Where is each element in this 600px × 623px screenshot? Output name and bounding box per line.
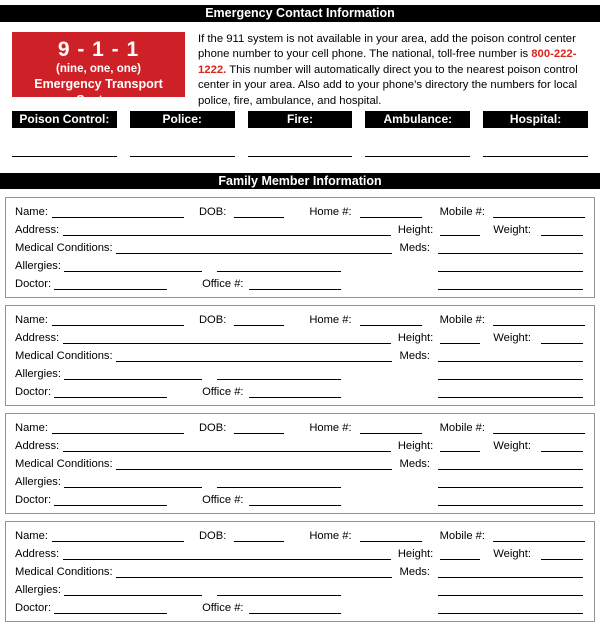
address-label: Address: <box>15 224 60 236</box>
family-section-bar <box>0 173 600 189</box>
home-phone-label: Home #: <box>309 530 352 542</box>
dob-line[interactable] <box>234 433 284 434</box>
medical-conditions-label: Medical Conditions: <box>15 242 113 254</box>
name-label: Name: <box>15 314 48 326</box>
member-row-address <box>15 545 585 563</box>
home-phone-label: Home #: <box>309 314 352 326</box>
meds-continued-line[interactable] <box>438 271 583 272</box>
office-phone-label: Office #: <box>202 602 244 614</box>
address-label: Address: <box>15 440 60 452</box>
contact-label-fire: Fire: <box>248 111 353 128</box>
office-phone-label: Office #: <box>202 386 244 398</box>
meds-continued-line-2[interactable] <box>438 397 583 398</box>
office-phone-label: Office #: <box>202 494 244 506</box>
dob-label: DOB: <box>198 314 227 326</box>
home-phone-line[interactable] <box>360 541 422 542</box>
meds-line[interactable] <box>438 361 583 362</box>
allergies-line[interactable] <box>64 379 202 380</box>
allergies-label: Allergies: <box>15 368 62 380</box>
weight-label: Weight: <box>493 548 531 560</box>
member-row-doctor <box>15 275 585 293</box>
office-phone-line[interactable] <box>249 397 341 398</box>
doctor-line[interactable] <box>54 289 167 290</box>
name-label: Name: <box>15 530 48 542</box>
member-row-address <box>15 437 585 455</box>
medical-conditions-label: Medical Conditions: <box>15 566 113 578</box>
dob-label: DOB: <box>198 422 227 434</box>
medical-conditions-line[interactable] <box>116 577 392 578</box>
office-phone-line[interactable] <box>249 613 341 614</box>
dob-line[interactable] <box>234 325 284 326</box>
fire-line[interactable] <box>248 156 353 157</box>
member-row-name <box>15 527 585 545</box>
address-line[interactable] <box>63 235 391 236</box>
name-label: Name: <box>15 422 48 434</box>
member-row-doctor <box>15 383 585 401</box>
family-section-title: Family Member Information <box>218 174 382 188</box>
contact-labels-row <box>12 111 588 128</box>
family-member-box <box>5 305 595 406</box>
home-phone-line[interactable] <box>360 217 422 218</box>
header-bar <box>0 5 600 22</box>
family-member-box <box>5 197 595 298</box>
weight-label: Weight: <box>493 332 531 344</box>
member-row-name <box>15 419 585 437</box>
address-line[interactable] <box>63 559 391 560</box>
allergies-continued-line[interactable] <box>217 271 341 272</box>
intro-paragraph <box>198 32 588 111</box>
dob-label: DOB: <box>198 530 227 542</box>
meds-continued-line[interactable] <box>438 487 583 488</box>
hospital-line[interactable] <box>483 156 588 157</box>
dob-label: DOB: <box>198 206 227 218</box>
weight-label: Weight: <box>493 224 531 236</box>
height-line[interactable] <box>440 343 480 344</box>
medical-conditions-label: Medical Conditions: <box>15 458 113 470</box>
member-row-medical <box>15 239 585 257</box>
name-line[interactable] <box>52 433 184 434</box>
police-line[interactable] <box>130 156 235 157</box>
mobile-phone-line[interactable] <box>493 541 585 542</box>
member-row-address <box>15 221 585 239</box>
phone-number: 800-222-1222. <box>198 48 577 76</box>
doctor-label: Doctor: <box>15 386 52 398</box>
weight-line[interactable] <box>541 235 583 236</box>
member-row-allergies <box>15 257 585 275</box>
home-phone-line[interactable] <box>360 433 422 434</box>
height-label: Height: <box>397 440 434 452</box>
mobile-phone-label: Mobile #: <box>439 206 485 218</box>
mobile-phone-line[interactable] <box>493 325 585 326</box>
doctor-label: Doctor: <box>15 494 52 506</box>
dob-line[interactable] <box>234 541 284 542</box>
meds-line[interactable] <box>438 577 583 578</box>
family-member-box <box>5 413 595 514</box>
member-row-address <box>15 329 585 347</box>
height-line[interactable] <box>440 235 480 236</box>
address-line[interactable] <box>63 343 391 344</box>
name-line[interactable] <box>52 325 184 326</box>
allergies-continued-line[interactable] <box>217 487 341 488</box>
member-row-allergies <box>15 581 585 599</box>
doctor-label: Doctor: <box>15 278 52 290</box>
family-members <box>5 197 595 622</box>
height-line[interactable] <box>440 451 480 452</box>
medical-conditions-line[interactable] <box>116 253 392 254</box>
allergies-line[interactable] <box>64 271 202 272</box>
mobile-phone-line[interactable] <box>493 433 585 434</box>
allergies-continued-line[interactable] <box>217 379 341 380</box>
contact-underlines-row <box>12 156 588 157</box>
meds-line[interactable] <box>438 469 583 470</box>
height-label: Height: <box>397 548 434 560</box>
page-title: Emergency Contact Information <box>205 6 395 20</box>
meds-continued-line[interactable] <box>438 595 583 596</box>
allergies-line[interactable] <box>64 487 202 488</box>
address-label: Address: <box>15 332 60 344</box>
member-row-medical <box>15 563 585 581</box>
911-words: (nine, one, one) <box>56 63 141 75</box>
office-phone-line[interactable] <box>249 289 341 290</box>
allergies-label: Allergies: <box>15 260 62 272</box>
mobile-phone-label: Mobile #: <box>439 314 485 326</box>
member-row-name <box>15 203 585 221</box>
contact-label-ambulance: Ambulance: <box>365 111 470 128</box>
weight-line[interactable] <box>541 451 583 452</box>
name-line[interactable] <box>52 541 184 542</box>
member-row-doctor <box>15 491 585 509</box>
member-row-doctor <box>15 599 585 617</box>
doctor-line[interactable] <box>54 505 167 506</box>
weight-line[interactable] <box>541 559 583 560</box>
mobile-phone-label: Mobile #: <box>439 530 485 542</box>
contact-label-police: Police: <box>130 111 235 128</box>
member-row-name <box>15 311 585 329</box>
weight-label: Weight: <box>493 440 531 452</box>
name-label: Name: <box>15 206 48 218</box>
member-row-allergies <box>15 365 585 383</box>
medical-conditions-line[interactable] <box>116 469 392 470</box>
meds-continued-line-2[interactable] <box>438 613 583 614</box>
family-member-box <box>5 521 595 622</box>
doctor-line[interactable] <box>54 397 167 398</box>
meds-label: Meds: <box>399 350 430 362</box>
allergies-continued-line[interactable] <box>217 595 341 596</box>
meds-continued-line[interactable] <box>438 379 583 380</box>
medical-conditions-label: Medical Conditions: <box>15 350 113 362</box>
office-phone-line[interactable] <box>249 505 341 506</box>
poison-control-line[interactable] <box>12 156 117 157</box>
height-label: Height: <box>397 224 434 236</box>
home-phone-line[interactable] <box>360 325 422 326</box>
intro-section <box>12 32 588 111</box>
member-row-allergies <box>15 473 585 491</box>
meds-line[interactable] <box>438 253 583 254</box>
height-line[interactable] <box>440 559 480 560</box>
emergency-911-box <box>12 32 185 107</box>
911-caption: Emergency Transport System <box>34 77 163 107</box>
height-label: Height: <box>397 332 434 344</box>
member-row-medical <box>15 347 585 365</box>
doctor-line[interactable] <box>54 613 167 614</box>
intro-text-after: This number will automatically direct you to the nearest poison control center in your area. Also add to your phone’s directory the numbers for local police, fire, ambulance, and hospital. <box>198 63 578 107</box>
allergies-line[interactable] <box>64 595 202 596</box>
address-label: Address: <box>15 548 60 560</box>
mobile-phone-line[interactable] <box>493 217 585 218</box>
address-line[interactable] <box>63 451 391 452</box>
member-row-medical <box>15 455 585 473</box>
intro-text-before: If the 911 system is not available in your area, add the poison control center phone number to your cell phone. The national, toll-free number is <box>198 33 576 61</box>
meds-label: Meds: <box>399 566 430 578</box>
contact-label-poison-control: Poison Control: <box>12 111 117 128</box>
office-phone-label: Office #: <box>202 278 244 290</box>
allergies-label: Allergies: <box>15 584 62 596</box>
meds-label: Meds: <box>399 242 430 254</box>
medical-conditions-line[interactable] <box>116 361 392 362</box>
weight-line[interactable] <box>541 343 583 344</box>
meds-continued-line-2[interactable] <box>438 289 583 290</box>
name-line[interactable] <box>52 217 184 218</box>
911-number: 9 - 1 - 1 <box>57 38 140 61</box>
contact-label-hospital: Hospital: <box>483 111 588 128</box>
home-phone-label: Home #: <box>309 206 352 218</box>
meds-continued-line-2[interactable] <box>438 505 583 506</box>
allergies-label: Allergies: <box>15 476 62 488</box>
home-phone-label: Home #: <box>309 422 352 434</box>
ambulance-line[interactable] <box>365 156 470 157</box>
meds-label: Meds: <box>399 458 430 470</box>
dob-line[interactable] <box>234 217 284 218</box>
page <box>0 5 600 622</box>
mobile-phone-label: Mobile #: <box>439 422 485 434</box>
doctor-label: Doctor: <box>15 602 52 614</box>
